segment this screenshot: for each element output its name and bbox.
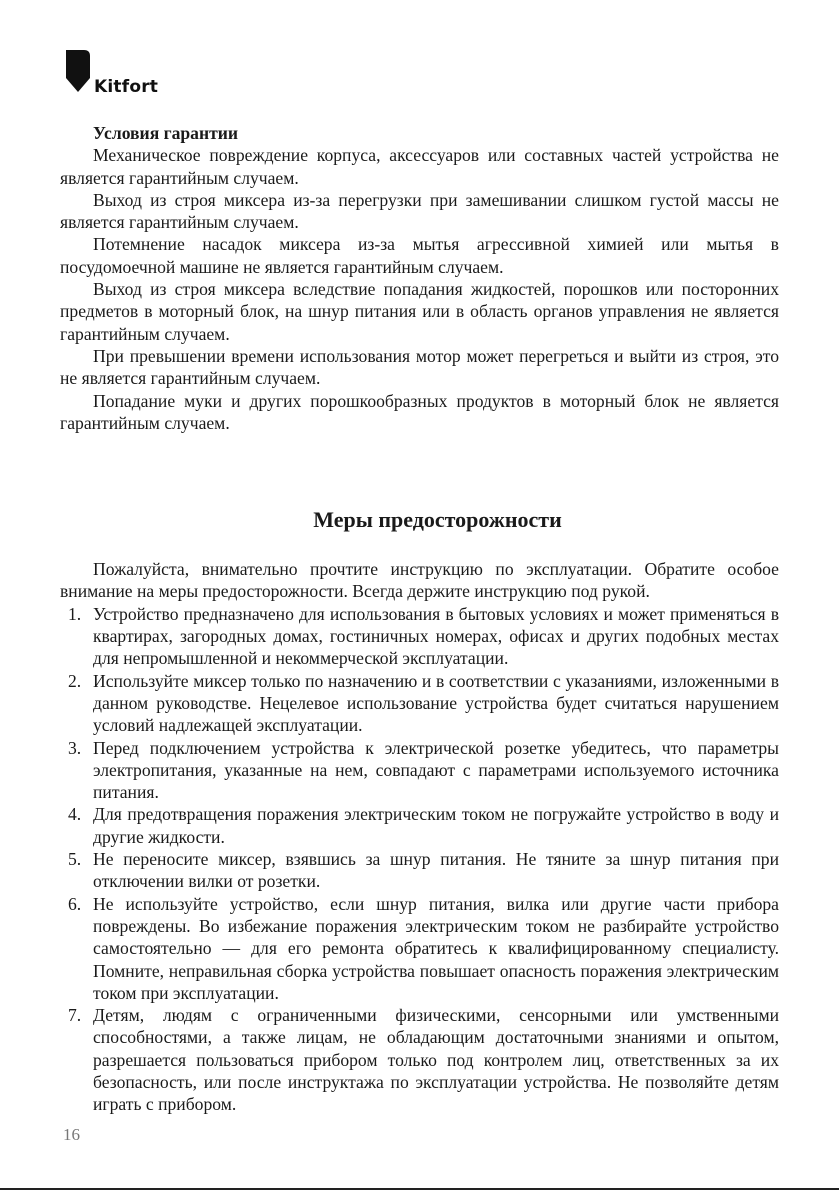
item-number: 5. [68, 849, 82, 870]
warranty-paragraph: Механическое повреждение корпуса, аксессуаров или составных частей устройства не является гарантийным случаем. [60, 145, 779, 188]
item-number: 4. [68, 804, 82, 825]
list-item [60, 1004, 779, 1115]
list-item [60, 603, 779, 670]
item-text: Не переносите миксер, взявшись за шнур питания. Не тяните за шнур питания при отключении вилки от розетки. [93, 849, 779, 892]
item-number: 1. [68, 603, 82, 624]
bottom-rule [0, 1188, 839, 1190]
page-number: 16 [63, 1125, 80, 1144]
section-heading: Меры предосторожности [313, 507, 562, 533]
warranty-paragraph: Попадание муки и других порошкообразных продуктов в моторный блок не является гарантийным случаем. [60, 390, 779, 433]
warranty-paragraph: Выход из строя миксера вследствие попадания жидкостей, порошков или посторонних предметов в моторный блок, на шнур питания или в область органов управления не является гарантийным случаем. [60, 279, 779, 344]
list-item [60, 848, 779, 893]
item-number: 7. [68, 1005, 82, 1026]
kitfort-logo [64, 48, 184, 100]
list-item [60, 737, 779, 804]
list-item [60, 803, 779, 848]
warranty-paragraph: Потемнение насадок миксера из-за мытья агрессивной химией или мытья в посудомоечной машине не является гарантийным случаем. [60, 234, 779, 277]
item-text: Устройство предназначено для использования в бытовых условиях и может применяться в квартирах, загородных домах, гостиничных номерах, офисах и других подобных местах для непромышленной и некоммерческой эксплуатации. [93, 603, 779, 669]
safety-intro: Пожалуйста, внимательно прочтите инструкцию по эксплуатации. Обратите особое внимание на меры предосторожности. Всегда держите инструкцию под рукой. [60, 559, 779, 602]
item-text: Перед подключением устройства к электрической розетке убедитесь, что параметры электропитания, указанные на нем, совпадают с параметрами используемого источника питания. [93, 737, 779, 803]
item-text: Не используйте устройство, если шнур питания, вилка или другие части прибора повреждены. Во избежание поражения электрическим током не разбирайте устройство самостоятельно — для его ремонта обратитесь к квалифицированному специалисту. Помните, неправильная сборка устройства повышает опасность поражения электрическим током при эксплуатации. [93, 893, 779, 1003]
page-content [60, 122, 779, 1116]
kitfort-logo-mark-icon [64, 48, 92, 98]
item-number: 3. [68, 737, 82, 758]
list-item [60, 670, 779, 737]
warranty-paragraph: Выход из строя миксера из-за перегрузки при замешивании слишком густой массы не является гарантийным случаем. [60, 189, 779, 233]
item-text: Для предотвращения поражения электрическим током не погружайте устройство в воду и другие жидкости. [93, 804, 779, 847]
item-number: 6. [68, 893, 82, 914]
warranty-paragraph: При превышении времени использования мотор может перегреться и выйти из строя, это не является гарантийным случаем. [60, 345, 779, 389]
item-number: 2. [68, 670, 82, 691]
item-text: Детям, людям с ограниченными физическими, сенсорными или умственными способностями, а также лицам, не обладающим достаточными знаниями и опытом, разрешается пользоваться прибором только под контролем лиц, ответственных за их безопасность, или после инструктажа по эксплуатации устройства. Не позволяйте детям играть с прибором. [93, 1005, 779, 1115]
warranty-title: Условия гарантии [93, 123, 239, 143]
brand-name: Kitfort [94, 77, 159, 97]
safety-list [60, 603, 779, 1116]
list-item [60, 893, 779, 1004]
item-text: Используйте миксер только по назначению и в соответствии с указаниями, изложенными в данном руководстве. Нецелевое использование устройства будет считаться нарушением условий надлежащей эксплуатации. [93, 670, 779, 736]
